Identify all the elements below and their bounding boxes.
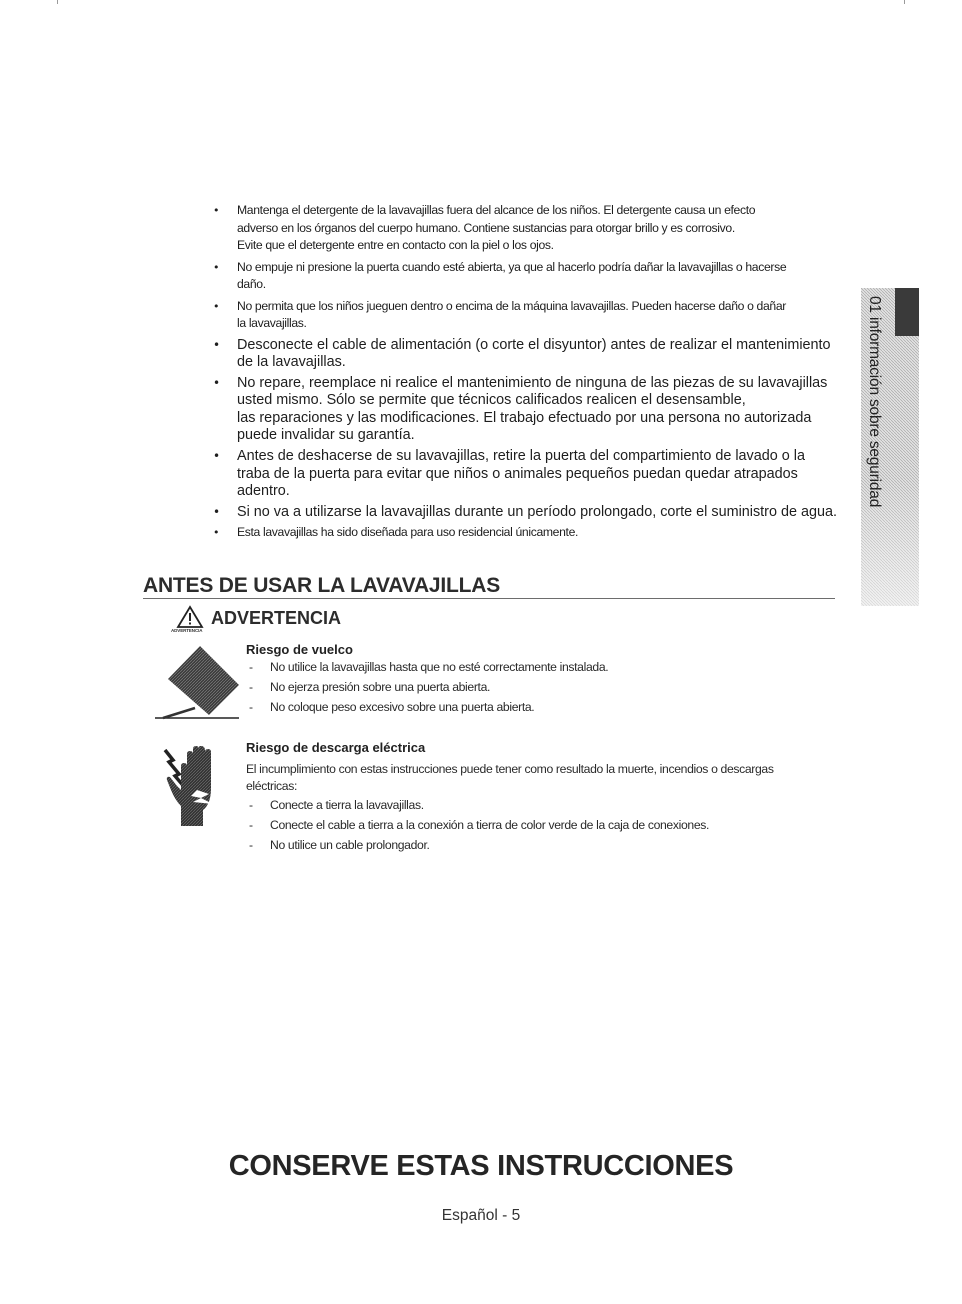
bullet-item [213, 524, 838, 542]
warning-title: ADVERTENCIA [211, 608, 342, 628]
bullet-line: • Si no va a utilizarse la lavavajillas durante un período prolongado, corte el suministro de agua. [237, 503, 837, 520]
shock-risk-title: Riesgo de descarga eléctrica [246, 740, 426, 755]
bullet-line: usted mismo. Sólo se permite que técnicos calificados realicen el desensamble, [237, 392, 746, 409]
tip-risk-list [246, 657, 806, 717]
intro-line: El incumplimiento con estas instrucciones puede tener como resultado la muerte, incendios o descargas [246, 762, 774, 776]
safety-bullet-list [213, 202, 838, 546]
bullet-line: traba de la puerta para evitar que niños o animales pequeños puedan quedar atrapados [237, 465, 798, 482]
page-number: Español - 5 [441, 1207, 521, 1224]
bullet-line: • Desconecte el cable de alimentación (o corte el disyuntor) antes de realizar el mantenimiento [237, 336, 831, 353]
bullet-item [213, 259, 838, 294]
list-item: - No utilice la lavavajillas hasta que no esté correctamente instalada. [246, 657, 806, 677]
bullet-item [213, 375, 838, 445]
warning-icon-caption: ADVERTENCIA [171, 628, 203, 633]
bullet-item [213, 202, 838, 255]
bullet-line: puede invalidar su garantía. [237, 427, 415, 444]
bullet-line: adverso en los órganos del cuerpo humano. Contiene sustancias para otorgar brillo y es corrosivo. [237, 220, 735, 235]
bullet-line: adentro. [237, 483, 290, 500]
crop-mark-right [904, 0, 905, 4]
intro-line: eléctricas: [246, 778, 298, 793]
tip-over-icon [153, 645, 241, 721]
bullet-line: • Mantenga el detergente de la lavavajillas fuera del alcance de los niños. El detergente causa un efecto [237, 203, 756, 217]
bullet-item [213, 337, 838, 372]
bullet-line: de la lavavajillas. [237, 354, 346, 371]
side-tab-label [862, 296, 886, 508]
bullet-line: la lavavajillas. [237, 316, 307, 330]
bullet-line: • No empuje ni presione la puerta cuando esté abierta, ya que al hacerlo podría dañar la lavavajillas o hacerse [237, 259, 787, 274]
section-divider [143, 598, 835, 599]
tip-risk-title: Riesgo de vuelco [246, 642, 353, 657]
bullet-line: las reparaciones y las modificaciones. El trabajo efectuado por una persona no autorizada [237, 409, 812, 426]
bullet-line: • No permita que los niños jueguen dentro o encima de la máquina lavavajillas. Pueden hacerse daño o dañar [237, 298, 786, 313]
electric-shock-icon [163, 746, 225, 828]
bullet-line: Evite que el detergente entre en contacto con la piel o los ojos. [237, 238, 554, 252]
bullet-item [213, 504, 838, 522]
list-item: - No utilice un cable prolongador. [246, 835, 826, 855]
shock-risk-intro [246, 761, 826, 794]
bullet-line: • No repare, reemplace ni realice el mantenimiento de ninguna de las piezas de su lavavajillas [237, 374, 828, 391]
bullet-line: • Antes de deshacerse de su lavavajillas, retire la puerta del compartimiento de lavado o la [237, 448, 805, 465]
bullet-line: daño. [237, 277, 266, 291]
list-item: - Conecte a tierra la lavavajillas. [246, 795, 826, 815]
list-item: - No coloque peso excesivo sobre una puerta abierta. [246, 697, 806, 717]
shock-risk-list [246, 795, 826, 855]
bullet-item [213, 448, 838, 501]
warning-triangle-icon [176, 605, 204, 629]
bullet-line: • Esta lavavajillas ha sido diseñada para uso residencial únicamente. [237, 525, 579, 540]
conserve-instructions-heading: CONSERVE ESTAS INSTRUCCIONES [228, 1150, 734, 1182]
section-title: ANTES DE USAR LA LAVAVAJILLAS [143, 574, 501, 597]
side-tab-text: 01 información sobre seguridad [866, 296, 883, 508]
list-item: - No ejerza presión sobre una puerta abierta. [246, 677, 806, 697]
bullet-item [213, 298, 838, 333]
list-item: - Conecte el cable a tierra a la conexión a tierra de color verde de la caja de conexiones. [246, 815, 826, 835]
crop-mark-left [57, 0, 58, 4]
